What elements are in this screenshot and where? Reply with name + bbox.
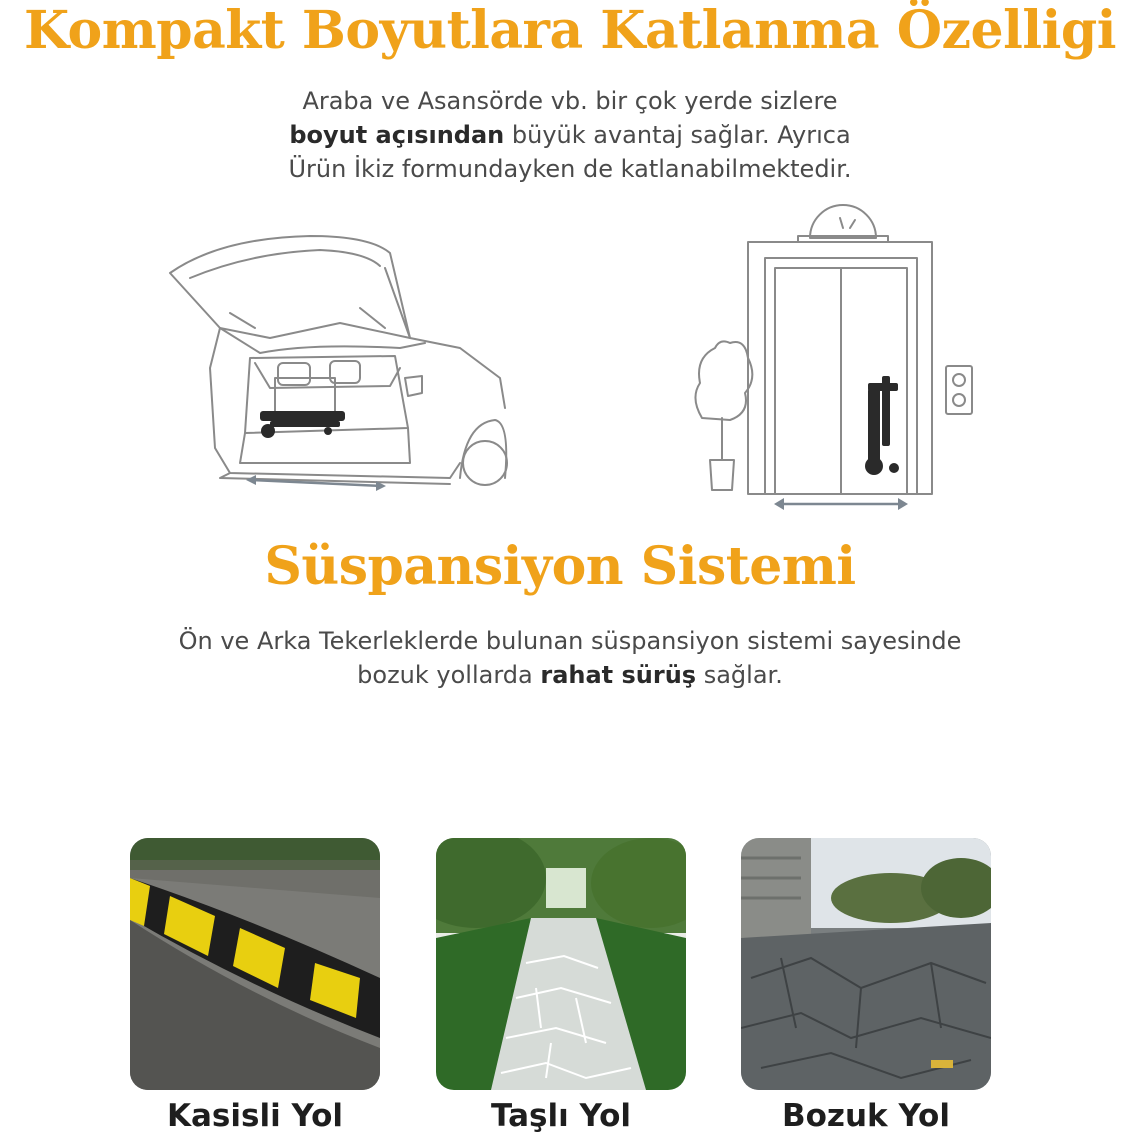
road-label-kasisli: Kasisli Yol [166,1098,344,1134]
suspension-line2-post: sağlar. [696,661,783,689]
fold-description-bold: boyut açısından [289,121,505,149]
car-trunk-illustration [160,228,520,498]
suspension-description-line1: Ön ve Arka Tekerleklerde bulunan süspansiyon sistemi sayesinde [178,627,962,655]
stone-path-photo [436,838,686,1090]
speed-bump-photo [130,838,380,1090]
road-label-bozuk: Bozuk Yol [782,1098,950,1134]
elevator-illustration [680,198,990,518]
fold-description-line3: Ürün İkiz formundayken de katlanabilmektedir. [288,155,852,183]
fold-description-line2 [0,118,1140,152]
suspension-description-line2 [0,658,1140,692]
suspension-description-bold: rahat sürüş [540,661,697,689]
fold-description [0,84,1140,186]
fold-description-line1: Araba ve Asansörde vb. bir çok yerde sizlere [302,87,838,115]
suspension-heading: Süspansiyon Sistemi [264,536,856,597]
suspension-line2-pre: bozuk yollarda [357,661,541,689]
fold-description-line2-rest: büyük avantaj sağlar. Ayrıca [504,121,851,149]
broken-road-photo [741,838,991,1090]
suspension-description [0,624,1140,692]
road-label-tasli: Taşlı Yol [490,1098,632,1134]
fold-heading: Kompakt Boyutlara Katlanma Özelligi [23,0,1117,61]
